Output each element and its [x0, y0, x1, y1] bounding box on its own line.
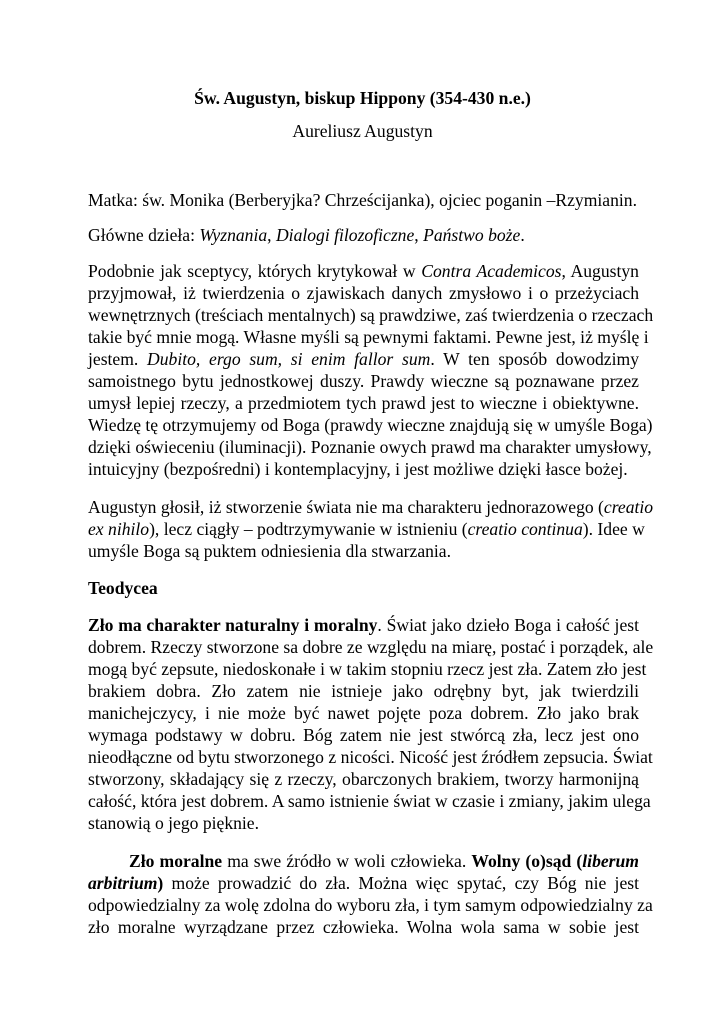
text-line: jestem. Dubito, ergo sum, si enim fallor sum. W ten sposób dowodzimy — [88, 349, 639, 369]
work-title: Państwo boże — [423, 225, 521, 245]
text-line: samoistnego bytu jednostkowej duszy. Prawdy wieczne są poznawane przez — [88, 371, 639, 391]
text-line: Podobnie jak sceptycy, których krytykował w Contra Academicos, Augustyn — [88, 261, 639, 281]
text-line: przyjmował, iż twierdzenia o zjawiskach danych zmysłowo i o przeżyciach — [88, 283, 639, 303]
text-line: odpowiedzialny za wolę zdolna do wyboru zła, i tym samym odpowiedzialny za — [88, 895, 653, 915]
text-line: mogą być zepsute, niedoskonałe i w takim stopniu rzecz jest zła. Zatem zło jest — [88, 659, 647, 679]
main-works-line — [88, 224, 639, 246]
text-line: stworzony, składający się z rzeczy, obarczonych brakiem, tworzy harmonijną — [88, 769, 639, 789]
text-line: stanowią o jego pięknie. — [88, 813, 260, 833]
text-line: brakiem dobra. Zło zatem nie istnieje jako odrębny byt, jak twierdzili — [88, 681, 639, 701]
work-title: Wyznania — [199, 225, 268, 245]
works-label: Główne dzieła: — [88, 225, 200, 245]
work-title: Dialogi filozoficzne — [275, 225, 415, 245]
text-line: umysł lepiej rzeczy, a przedmiotem tych prawd jest to wieczne i obiektywne. — [88, 393, 639, 413]
text-line: Augustyn głosił, iż stworzenie świata nie ma charakteru jednorazowego (creatio — [88, 497, 654, 517]
text-line: dobrem. Rzeczy stworzone sa dobre ze względu na miarę, postać i porządek, ale — [88, 637, 654, 657]
text-line: dzięki oświeceniu (iluminacji). Poznanie owych prawd ma charakter umysłowy, — [88, 437, 652, 457]
period: . — [520, 225, 525, 245]
separator: , — [267, 225, 276, 245]
text-line: Zło ma charakter naturalny i moralny. Świat jako dzieło Boga i całość jest — [88, 615, 639, 635]
page-subtitle: Aureliusz Augustyn — [292, 121, 433, 141]
text-line: umyśle Boga są puktem odniesienia dla stwarzania. — [88, 541, 452, 561]
page-title: Św. Augustyn, biskup Hippony (354-430 n.e.) — [194, 88, 531, 108]
text-line: manichejczycy, i nie może być nawet pojęte poza dobrem. Zło jako brak — [88, 703, 639, 723]
parents-line: Matka: św. Monika (Berberyjka? Chrześcijanka), ojciec poganin –Rzymianin. — [88, 190, 637, 210]
text-line: Zło moralne ma swe źródło w woli człowieka. Wolny (o)sąd (liberum — [129, 851, 639, 871]
separator: , — [414, 225, 424, 245]
text-line: wewnętrznych (treściach mentalnych) są prawdziwe, zaś twierdzenia o rzeczach — [88, 305, 654, 325]
text-line: nieodłączne od bytu stworzonego z nicości. Nicość jest źródłem zepsucia. Świat — [88, 747, 653, 767]
text-line: wymaga podstawy w dobru. Bóg zatem nie jest stwórcą zła, lecz jest ono — [88, 725, 639, 745]
text-line: całość, która jest dobrem. A samo istnienie świat w czasie i zmiany, jakim ulega — [88, 791, 651, 811]
text-line: intuicyjny (bezpośredni) i kontemplacyjny, i jest możliwe dzięki łasce bożej. — [88, 459, 628, 479]
text-line: Wiedzę tę otrzymujemy od Boga (prawdy wieczne znajdują się w umyśle Boga) — [88, 415, 653, 435]
text-line: ex nihilo), lecz ciągły – podtrzymywanie w istnieniu (creatio continua). Idee w — [88, 519, 645, 539]
text-line: arbitrium) może prowadzić do zła. Można więc spytać, czy Bóg nie jest — [88, 873, 639, 893]
section-heading: Teodycea — [88, 578, 158, 598]
text-line: zło moralne wyrządzane przez człowieka. Wolna wola sama w sobie jest — [88, 917, 639, 937]
text-line: takie być mnie mogą. Własne myśli są pewnymi faktami. Pewne jest, iż myślę i — [88, 327, 649, 347]
